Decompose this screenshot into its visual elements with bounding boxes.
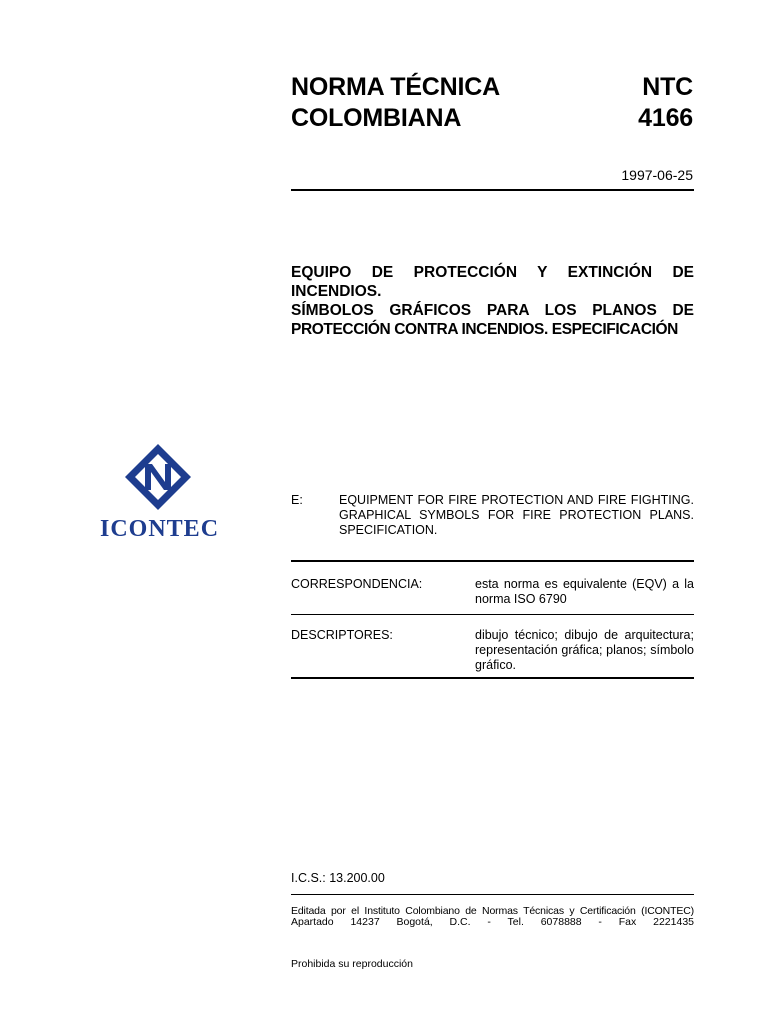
english-divider (291, 560, 694, 562)
descriptors-value (475, 628, 694, 673)
standard-code-label: NTC (642, 73, 693, 101)
icontec-logo-text: ICONTEC (100, 516, 220, 542)
publisher-info-line-1: Editada por el Instituto Colombiano de Normas Técnicas y Certificación (ICONTEC) (291, 905, 694, 917)
meta-divider (291, 614, 694, 615)
meta-bottom-divider (291, 677, 694, 679)
correspondence-value-line-2: norma ISO 6790 (475, 592, 567, 606)
standard-code-number: 4166 (638, 104, 693, 132)
subject-line-2: INCENDIOS. (291, 283, 382, 300)
english-title-line-1: EQUIPMENT FOR FIRE PROTECTION AND FIRE FIGHTING. (339, 493, 694, 507)
descriptors-value-line-2: representación gráfica; planos; símbolo (475, 643, 694, 657)
icontec-logo (97, 442, 220, 542)
standard-subject (291, 263, 694, 339)
english-title-line-3: SPECIFICATION. (339, 523, 438, 537)
correspondence-value-line-1: esta norma es equivalente (EQV) a la (475, 577, 694, 591)
publisher-info (291, 906, 694, 928)
publication-date: 1997-06-25 (621, 167, 693, 183)
correspondence-value (475, 577, 694, 607)
reproduction-notice: Prohibida su reproducción (291, 958, 413, 970)
english-title (339, 493, 694, 538)
publisher-info-line-2: Apartado 14237 Bogotá, D.C. - Tel. 6078888 - Fax 2221435 (291, 916, 694, 928)
english-title-line-2: GRAPHICAL SYMBOLS FOR FIRE PROTECTION PLANS. (339, 508, 694, 522)
descriptors-value-line-1: dibujo técnico; dibujo de arquitectura; (475, 628, 694, 642)
subject-line-4: PROTECCIÓN CONTRA INCENDIOS. ESPECIFICACIÓN (291, 321, 678, 338)
header-divider (291, 189, 694, 191)
subject-line-1: EQUIPO DE PROTECCIÓN Y EXTINCIÓN DE (291, 264, 694, 281)
english-title-prefix: E: (291, 493, 303, 507)
icontec-emblem-icon (123, 442, 193, 512)
correspondence-label: CORRESPONDENCIA: (291, 577, 423, 591)
descriptors-value-line-3: gráfico. (475, 658, 516, 672)
document-title-line-2: COLOMBIANA (291, 104, 462, 132)
descriptors-label: DESCRIPTORES: (291, 628, 393, 642)
footer-divider (291, 894, 694, 895)
ics-code: I.C.S.: 13.200.00 (291, 871, 385, 885)
document-title-line-1: NORMA TÉCNICA (291, 73, 500, 101)
subject-line-3: SÍMBOLOS GRÁFICOS PARA LOS PLANOS DE (291, 302, 694, 319)
